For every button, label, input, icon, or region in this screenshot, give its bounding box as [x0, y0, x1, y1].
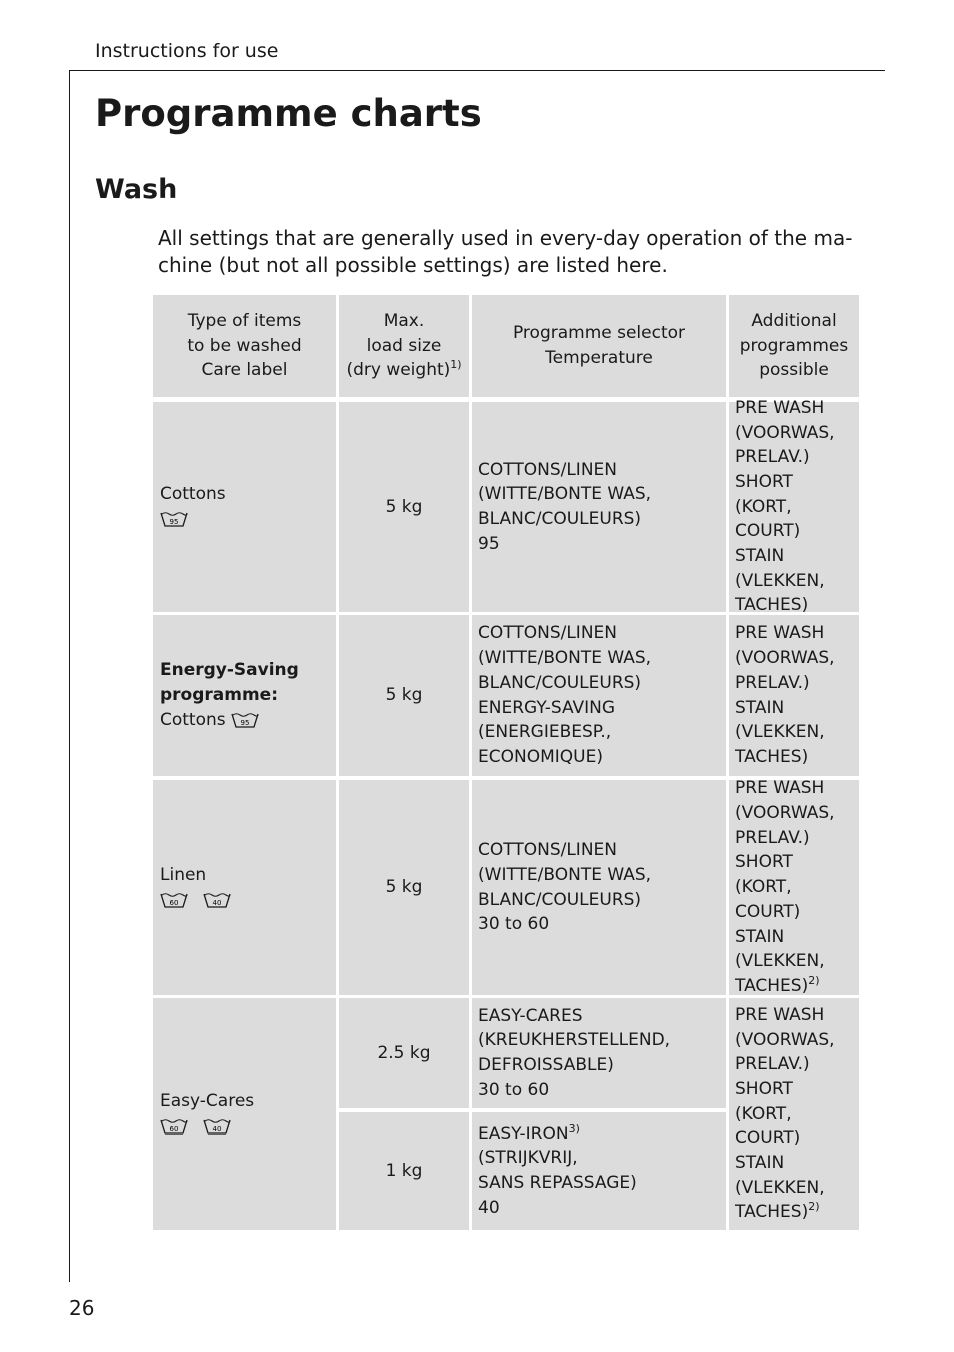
- footnote-marker: 3): [568, 1121, 580, 1135]
- additional-line: STAIN: [735, 1153, 785, 1174]
- programme-line: BLANC/COULEURS): [478, 672, 642, 693]
- row-easy-type: [153, 998, 336, 1230]
- type-label: Linen: [160, 864, 207, 885]
- header-programme-line: Temperature: [545, 348, 653, 368]
- programme-line: (WITTE/BONTE WAS,: [478, 864, 652, 885]
- additional-line: (KORT, COURT): [735, 496, 801, 542]
- programme-line: 40: [478, 1197, 500, 1218]
- additional-line: (KORT, COURT): [735, 877, 801, 922]
- wash-tub-icon: [231, 711, 259, 729]
- programme-line: ECONOMIQUE): [478, 746, 603, 767]
- additional-line: PRELAV.): [735, 447, 810, 468]
- load-value: 5 kg: [385, 877, 423, 898]
- wash-tub-icon: [160, 891, 188, 909]
- row-linen-type: [153, 780, 336, 995]
- additional-line: (VOORWAS,: [735, 422, 835, 443]
- footnote-marker: 2): [808, 1200, 820, 1214]
- row-easy-programme-b: [472, 1112, 726, 1230]
- svg-text:95: 95: [169, 517, 179, 526]
- row-cottons-additional: [729, 397, 859, 616]
- programme-line: 30 to 60: [478, 1079, 550, 1100]
- programme-line: COTTONS/LINEN: [478, 840, 617, 861]
- header-additional: [729, 295, 859, 397]
- header-type: [153, 295, 336, 397]
- additional-line: PRE WASH: [735, 397, 825, 418]
- additional-line: (VLEKKEN,: [735, 570, 825, 591]
- additional-line: SHORT: [735, 1078, 793, 1099]
- programme-line: 30 to 60: [478, 914, 550, 935]
- header-additional-line: possible: [759, 360, 829, 381]
- additional-line: TACHES): [735, 595, 809, 616]
- load-value: 1 kg: [385, 1160, 423, 1181]
- section-title: Wash: [95, 174, 178, 205]
- programme-line: 95: [478, 533, 500, 554]
- header-type-line: Care label: [201, 360, 288, 381]
- type-label: Easy-Cares: [160, 1091, 255, 1112]
- load-value: 5 kg: [385, 496, 423, 517]
- programme-line: (KREUKHERSTELLEND,: [478, 1030, 671, 1051]
- row-cottons-load: [339, 402, 469, 612]
- row-energy-programme: [472, 615, 726, 776]
- wash-tub-icon: [203, 1117, 231, 1135]
- svg-text:60: 60: [169, 1124, 179, 1133]
- additional-line: STAIN: [735, 926, 785, 947]
- load-value: 5 kg: [385, 685, 423, 706]
- header-load-text: (dry weight): [346, 360, 451, 381]
- type-label-bold: Energy-Saving: [160, 660, 299, 681]
- svg-text:40: 40: [212, 1124, 222, 1133]
- additional-line: PRELAV.): [735, 1054, 810, 1075]
- margin-rule: [69, 70, 70, 1282]
- additional-line: (VLEKKEN,: [735, 722, 825, 743]
- row-linen-load: [339, 780, 469, 995]
- row-cottons-type: [153, 402, 336, 612]
- intro-line-2: chine (but not all possible settings) are listed here.: [158, 253, 668, 277]
- programme-line: (WITTE/BONTE WAS,: [478, 484, 652, 505]
- additional-line: (VLEKKEN,: [735, 1177, 825, 1198]
- row-linen-programme: [472, 780, 726, 995]
- svg-text:60: 60: [169, 898, 179, 907]
- type-label-bold: programme:: [160, 685, 279, 706]
- header-additional-line: Additional: [751, 310, 837, 331]
- intro-line-1: All settings that are generally used in every-day operation of the ma-: [158, 226, 853, 250]
- type-label: Cottons: [160, 709, 226, 730]
- programme-line: EASY-CARES: [478, 1005, 583, 1026]
- row-easy-programme-a: [472, 998, 726, 1108]
- programme-line: COTTONS/LINEN: [478, 623, 617, 644]
- intro-text: [158, 225, 858, 279]
- additional-text: TACHES): [735, 975, 809, 996]
- programme-line: (WITTE/BONTE WAS,: [478, 648, 652, 669]
- additional-line: STAIN: [735, 546, 785, 567]
- additional-text: TACHES): [735, 1202, 809, 1223]
- additional-line: PRELAV.): [735, 827, 810, 848]
- programme-line: DEFROISSABLE): [478, 1055, 614, 1075]
- additional-line: [735, 974, 857, 999]
- care-label: [160, 888, 330, 913]
- svg-text:40: 40: [212, 898, 222, 907]
- header-load: [339, 295, 469, 397]
- programme-line: BLANC/COULEURS): [478, 889, 642, 910]
- header-type-line: to be washed: [187, 335, 302, 356]
- programme-line: [478, 1122, 720, 1147]
- header-type-line: Type of items: [187, 310, 302, 331]
- type-label: Cottons: [160, 484, 226, 505]
- programme-line: (STRIJKVRIJ,: [478, 1148, 578, 1169]
- header-rule: [69, 70, 885, 71]
- additional-line: STAIN: [735, 697, 785, 718]
- page-title: Programme charts: [95, 92, 482, 135]
- header-load-line: Max.: [383, 310, 425, 331]
- row-energy-load: [339, 615, 469, 776]
- additional-line: (KORT, COURT): [735, 1103, 801, 1149]
- care-label: [160, 708, 330, 733]
- row-linen-additional: [729, 780, 859, 995]
- header-additional-line: programmes: [739, 335, 849, 356]
- programme-text: EASY-IRON: [478, 1123, 569, 1144]
- svg-text:95: 95: [240, 718, 250, 727]
- row-cottons-programme: [472, 402, 726, 612]
- additional-line: [735, 1200, 857, 1225]
- wash-tub-icon: [203, 891, 231, 909]
- header-programme-line: Programme selector: [512, 323, 686, 344]
- wash-tub-icon: [160, 510, 188, 528]
- programme-line: (ENERGIEBESP.,: [478, 722, 612, 743]
- wash-tub-icon: [160, 1117, 188, 1135]
- programme-line: SANS REPASSAGE): [478, 1173, 637, 1193]
- row-energy-additional: [729, 615, 859, 776]
- additional-line: SHORT: [735, 852, 793, 873]
- row-easy-additional: [729, 998, 859, 1230]
- additional-line: PRE WASH: [735, 778, 825, 799]
- header-load-line: [346, 358, 461, 383]
- additional-line: PRE WASH: [735, 623, 825, 644]
- additional-line: PRELAV.): [735, 672, 810, 693]
- header-load-line: load size: [366, 335, 442, 356]
- row-easy-load-a: [339, 998, 469, 1108]
- header-programme: [472, 295, 726, 397]
- load-value: 2.5 kg: [377, 1042, 431, 1063]
- footnote-marker: 1): [450, 358, 462, 372]
- additional-line: TACHES): [735, 746, 809, 767]
- row-easy-load-b: [339, 1112, 469, 1230]
- programme-line: ENERGY-SAVING: [478, 697, 616, 718]
- additional-line: PRE WASH: [735, 1004, 825, 1025]
- page-number: 26: [69, 1296, 95, 1320]
- additional-line: (VOORWAS,: [735, 1029, 835, 1050]
- additional-line: (VLEKKEN,: [735, 951, 825, 972]
- additional-line: SHORT: [735, 471, 793, 492]
- care-label: [160, 507, 330, 532]
- additional-line: (VOORWAS,: [735, 648, 835, 669]
- programme-line: BLANC/COULEURS): [478, 509, 642, 529]
- footnote-marker: 2): [808, 973, 820, 987]
- additional-line: (VOORWAS,: [735, 803, 835, 824]
- running-head: Instructions for use: [95, 40, 279, 62]
- programme-line: COTTONS/LINEN: [478, 459, 617, 480]
- row-energy-type: [153, 615, 336, 776]
- care-label: [160, 1114, 330, 1139]
